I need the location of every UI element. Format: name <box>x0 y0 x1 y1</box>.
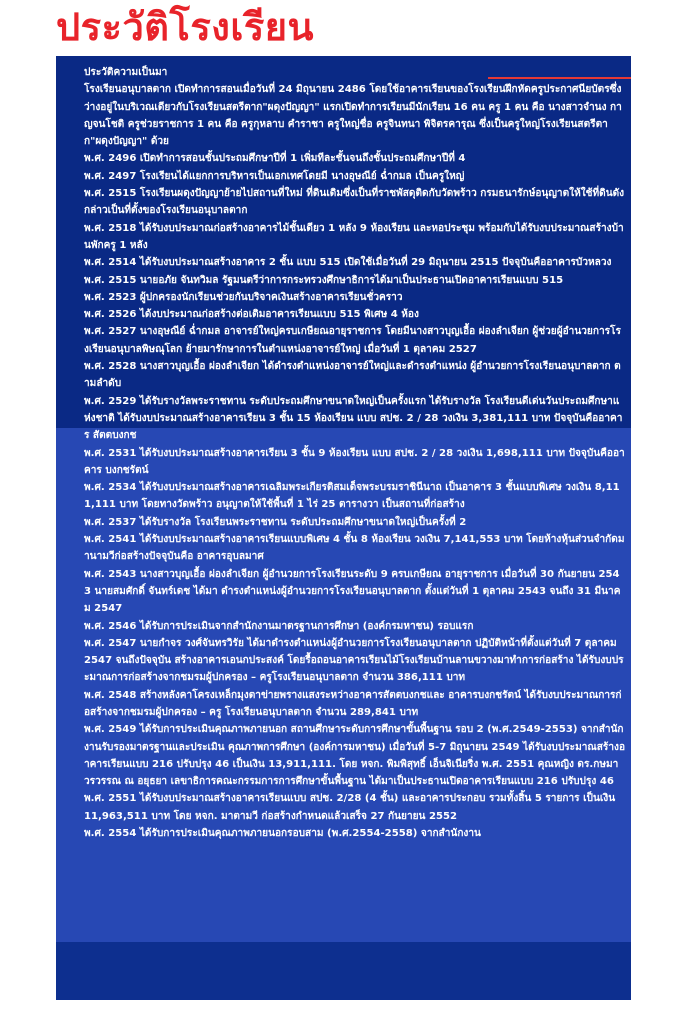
history-entry-2537: พ.ศ. 2537 ได้รับรางวัล โรงเรียนพระราชทาน ระดับประถมศึกษาขนาดใหญ่เป็นครั้งที่ 2 <box>84 516 467 528</box>
history-entry-2518: พ.ศ. 2518 ได้รับงบประมาณก่อสร้างอาคารไม้ชั้นเดียว 1 หลัง 9 ห้องเรียน และหอประชุม พร้อมกับได้รับงบประมาณสร้างบ้านพักครู 1 หลัง <box>84 222 624 251</box>
history-entry-2514: พ.ศ. 2514 ได้รับงบประมาณสร้างอาคาร 2 ชั้น แบบ 515 เปิดใช้เมื่อวันที่ 29 มิถุนายน 2515 ปัจจุบันคืออาคารบัวหลวง <box>84 257 612 269</box>
history-entry-2526: พ.ศ. 2526 ได้งบประมาณก่อสร้างต่อเติมอาคารเรียนแบบ 515 พิเศษ 4 ห้อง <box>84 309 419 321</box>
history-entry-2515-opening: พ.ศ. 2515 นายอภัย จันทวิมล รัฐมนตรีว่าการกระทรวงศึกษาธิการได้มาเป็นประธานเปิดอาคารเรียนแบบ 515 <box>84 274 564 286</box>
history-entry-2541: พ.ศ. 2541 ได้รับงบประมาณสร้างอาคารเรียนแบบพิเศษ 4 ชั้น 8 ห้องเรียน วงเงิน 7,141,553 บาท โดยห้างหุ้นส่วนจำกัดมานามวีก่อสร้างปัจจุบันคือ อาคารอุบลมาศ <box>84 534 625 563</box>
history-entry-2531: พ.ศ. 2531 ได้รับงบประมาณสร้างอาคารเรียน 3 ชั้น 9 ห้องเรียน แบบ สปช. 2 / 28 วงเงิน 1,698,111 บาท ปัจจุบันคืออาคาร บงกชรัตน์ <box>84 447 625 476</box>
history-entry-2528: พ.ศ. 2528 นางสาวบุญเอื้อ ผ่องลำเจียก ได้ดำรงตำแหน่งอาจารย์ใหญ่และดำรงตำแหน่ง ผู้อำนวยการโรงเรียนอนุบาลตาก ตามลำดับ <box>84 361 621 390</box>
history-entry-2496: พ.ศ. 2496 เปิดทำการสอนชั้นประถมศึกษาปีที่ 1 เพิ่มทีละชั้นจนถึงชั้นประถมศึกษาปีที่ 4 <box>84 153 466 165</box>
history-entry-2543: พ.ศ. 2543 นางสาวบุญเอื้อ ผ่องลำเจียก ผู้อำนวยการโรงเรียนระดับ 9 ครบเกษียณ อายุราชการ เมื่อวันที่ 30 กันยายน 2543 นายสมศักดิ์ จันทร์เดช ได้มา ดำรงตำแหน่งผู้อำนวยการโรงเรียนอนุบาลตาก ตั้งแต่วันที่ 1 ตุลาคม 2543 จนถึง 31 มีนาคม 2547 <box>84 568 621 615</box>
history-entry-2497: พ.ศ. 2497 โรงเรียนได้แยกการบริหารเป็นเอกเทศโดยมี นางอุษณีย์ ฉ่ำกมล เป็นครูใหญ่ <box>84 170 465 182</box>
history-entry-2548: พ.ศ. 2548 สร้างหลังคาโครงเหล็กมุงตาข่ายพรางแสงระหว่างอาคารสัตตบงกชและ อาคารบงกชรัตน์ ได้รับงบประมาณการก่อสร้างจากชมรมผู้ปกครอง – ครู โรงเรียนอนุบาลตาก จำนวน 289,841 บาท <box>84 689 622 718</box>
history-entry-2546: พ.ศ. 2546 ได้รับการประเมินจากสำนักงานมาตรฐานการศึกษา (องค์กรมหาชน) รอบแรก <box>84 620 474 632</box>
history-entry-2534: พ.ศ. 2534 ได้รับงบประมาณสร้างอาคารเฉลิมพระเกียรติสมเด็จพระบรมราชินีนาถ เป็นอาคาร 3 ชั้นแบบพิเศษ วงเงิน 8,111,111 บาท โดยทางวัดพร้าว อนุญาตให้ใช้พื้นที่ 1 ไร่ 25 ตารางวา เป็นสถานที่ก่อสร้าง <box>84 482 620 511</box>
history-entry-2523: พ.ศ. 2523 ผู้ปกครองนักเรียนช่วยกันบริจาคเงินสร้างอาคารเรียนชั่วคราว <box>84 291 403 303</box>
history-entry-intro: โรงเรียนอนุบาลตาก เปิดทำการสอนเมื่อวันที่ 24 มิถุนายน 2486 โดยใช้อาคารเรียนของโรงเรียนฝึกหัดครูประกาศนียบัตรซึ่งว่างอยู่ในบริเวณเดียวกับโรงเรียนสตรีตาก"ผดุงปัญญา" แรกเปิดทำการเรียนมีนักเรียน 16 คน ครู 1 คน คือ นางสาวจำนง กาญจนโชติ ครูช่วยราชการ 1 คน คือ ครูกุหลาบ คำราชา ครูใหญ่ชื่อ ครูจินทนา พิจิตรคารุณ ซึ่งเป็นครูใหญ่โรงเรียนสตรีตาก"ผดุงปัญญา" ด้วย <box>84 84 622 148</box>
history-entry-2547: พ.ศ. 2547 นายกำจร วงศ์จันทรวิรัย ได้มาดำรงตำแหน่งผู้อำนวยการโรงเรียนอนุบาลตาก ปฏิบัติหน้าที่ตั้งแต่วันที่ 7 ตุลาคม 2547 จนถึงปัจจุบัน สร้างอาคารเอนกประสงค์ โดยรื้อถอนอาคารเรียนไม้โรงเรียนบ้านลานขวางมาทำการก่อสร้าง ได้รับงบประมาณการก่อสร้างจากชมรมผู้ปกครอง – ครูโรงเรียนอนุบาลตาก จำนวน 386,111 บาท <box>84 637 624 684</box>
history-entry-2554: พ.ศ. 2554 ได้รับการประเมินคุณภาพภายนอกรอบสาม (พ.ศ.2554-2558) จากสำนักงาน <box>84 828 481 840</box>
page-title: ประวัติโรงเรียน <box>56 5 314 49</box>
history-entry-2527: พ.ศ. 2527 นางอุษณีย์ ฉ่ำกมล อาจารย์ใหญ่ครบเกษียณอายุราชการ โดยมีนางสาวบุญเอื้อ ผ่องลำเจียก ผู้ช่วยผู้อำนวยการโรงเรียนอนุบาลพิษณุโลก ย้ายมารักษาการในตำแหน่งอาจารย์ใหญ่ เมื่อวันที่ 1 ตุลาคม 2527 <box>84 326 621 355</box>
history-entry-2529: พ.ศ. 2529 ได้รับรางวัลพระราชทาน ระดับประถมศึกษาขนาดใหญ่เป็นครั้งแรก ได้รับรางวัล โรงเรียนดีเด่นวันประถมศึกษาแห่งชาติ ได้รับงบประมาณสร้างอาคารเรียน 3 ชั้น 15 ห้องเรียน แบบ สปช. 2 / 28 วงเงิน 3,381,111 บาท ปัจจุบันคืออาคาร สัตตบงกช <box>84 395 623 442</box>
panel-band-bottom <box>56 942 631 1000</box>
history-text <box>84 64 625 842</box>
history-heading: ประวัติความเป็นมา <box>84 67 168 78</box>
history-entry-2549: พ.ศ. 2549 ได้รับการประเมินคุณภาพภายนอก สถานศึกษาระดับการศึกษาขั้นพื้นฐาน รอบ 2 (พ.ศ.2549-2553) จากสำนักงานรับรองมาตรฐานและประเมิน คุณภาพการศึกษา (องค์การมหาชน) เมื่อวันที่ 5-7 มิถุนายน 2549 ได้รับงบประมาณสร้างอาคารเรียนแบบ 216 ปรับปรุง 46 เป็นเงิน 13,911,111. โดย หจก. พิมพิสุทธิ์ เอ็นจิเนียริ่ง พ.ศ. 2551 คุณหญิง ดร.กษมา วรวรรณ ณ อยุธยา เลขาธิการคณะกรรมการการศึกษาขั้นพื้นฐาน ได้มาเป็นประธานเปิดอาคารเรียนแบบ 216 ปรับปรุง 46 <box>84 724 626 788</box>
history-panel <box>56 56 631 1000</box>
history-entry-2515: พ.ศ. 2515 โรงเรียนผดุงปัญญาย้ายไปสถานที่ใหม่ ที่ดินเดิมซึ่งเป็นที่ราชพัสดุติดกับวัดพร้าว กรมธนารักษ์อนุญาตให้ใช้ที่ดินดังกล่าวเป็นที่ตั้งของโรงเรียนอนุบาลตาก <box>84 188 625 217</box>
history-entry-2551: พ.ศ. 2551 ได้รับงบประมาณสร้างอาคารเรียนแบบ สปช. 2/28 (4 ชั้น) และอาคารประกอบ รวมทั้งสิ้น 5 รายการ เป็นเงิน 11,963,511 บาท โดย หจก. มาตามวี ก่อสร้างกำหนดแล้วเสร็จ 27 กันยายน 2552 <box>84 793 616 822</box>
